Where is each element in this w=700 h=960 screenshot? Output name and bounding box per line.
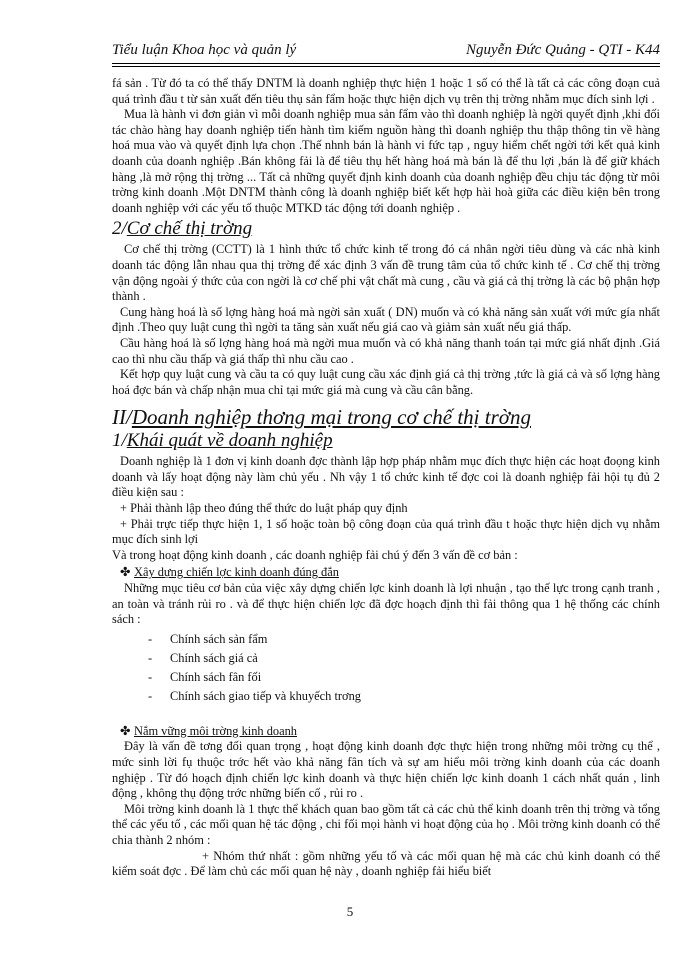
paragraph: Mua là hành vi đơn giản vì mỗi doanh nghiệp mua sản fẩm vào thì doanh nghiệp là ngời quyết định ,khi đối tác chào hàng hay doanh nghiệp tiến hành tìm kiếm nguồn hàng thì doanh nghiệp thu thập thông tin về hàng hoá mua vào và quyết định lựa chọn .Thế nhnh bán là hành vi fức tạp , nguy hiểm chết ngời tới kết quả kinh doanh của doanh nghiệp .Bán không fải là để tiêu thụ hết hàng hoá mà bán là để thu lợi ,bán là để giữ khách hàng ,là mở rộng thị trờng ... Tất cả những quyết định kinh doanh của doanh nghiệp đều chịu tác động từ môi trờng kinh doanh .Một DNTM thành công là doanh nghiệp biết kết hợp hài hoà giữa các điều kiện bên trong doanh nghiệp với các yếu tố thuộc MTKD tác động tới doanh nghiệp .	[112, 107, 660, 215]
paragraph: + Phải trực tiếp thực hiện 1, 1 số hoặc toàn bộ công đoạn của quá trình đầu t hoặc thực hiện dịch vụ nhằm mục đích sinh lợi	[112, 516, 660, 547]
paragraph: Cung hàng hoá là số lợng hàng hoá mà ngời sản xuất ( DN) muốn và có khả năng sản xuất với mức gía nhất định .Theo quy luật cung thì ngời ta tăng sản xuất nếu giá cao và giảm sản xuất nếu giá thấp.	[112, 304, 660, 335]
flower-bullet-icon: ✤	[120, 723, 131, 738]
list-item: - Chính sách fân fối	[148, 669, 262, 684]
spacer	[112, 708, 660, 722]
bullet-heading	[120, 724, 660, 740]
section-title: Cơ chế thị trờng	[126, 218, 253, 240]
chapter-heading	[112, 404, 660, 430]
list-item: - Chính sách giao tiếp và khuyếch trơng	[148, 688, 361, 703]
header-rule	[112, 63, 660, 64]
section-number: 2/	[112, 218, 127, 240]
chapter-number: II/	[112, 405, 132, 430]
paragraph: Kết hợp quy luật cung và cầu ta có quy luật cung cầu xác định giá cả thị trờng ,tức là giá cả và số lợng hàng hoá đợc bán và chấp nhận mua chỉ tại mức giá mà cung và cầu cân bằng.	[112, 367, 660, 397]
section-number: 1/	[112, 430, 127, 452]
paragraph: Cầu hàng hoá là số lợng hàng hoá mà ngời mua muốn và có khả năng thanh toán tại mức giá nhất định .Giá cao thì nhu cầu thấp và giá thấp thì nhu cầu cao .	[112, 335, 660, 366]
policy-list	[112, 630, 660, 706]
page-number: 5	[346, 904, 354, 919]
bullet-heading	[120, 565, 660, 581]
paragraph: Và trong hoạt động kinh doanh , các doanh nghiệp fải chú ý đến 3 vấn đề cơ bản :	[112, 547, 518, 562]
page-content	[112, 76, 660, 880]
list-item: - Chính sách sản fẩm	[148, 631, 268, 646]
paragraph: + Nhóm thứ nhất : gồm những yếu tố và các mối quan hệ mà các chủ kinh doanh có thể kiểm soát đợc . Để làm chủ các mối quan hệ này , doanh nghiệp fải hiểu biết	[112, 848, 660, 879]
flower-bullet-icon: ✤	[120, 565, 131, 580]
paragraph: + Phải thành lập theo đúng thể thức do luật pháp quy định	[120, 501, 408, 516]
section-heading	[112, 430, 660, 452]
chapter-title: Doanh nghiệp thơng mại trong cơ chế thị trờng	[131, 405, 531, 430]
section-title: Khái quát về doanh nghiệp	[126, 430, 333, 452]
paragraph: Đây là vấn đề tơng đối quan trọng , hoạt động kinh doanh đợc thực hiện trong những môi trờng cụ thể , mức sinh lời fụ thuộc trớc hết vào khả năng fân tích và sự am hiểu môi trờng kinh doanh của các doanh nghiệp . Từ đó hoạch định chiến lợc kinh doanh và thực hiện chiến lợc kinh doanh 1 cách nhất quán , linh động , không thụ động trớc những biến cố , rủi ro .	[112, 739, 660, 801]
header-rule-thin	[112, 66, 660, 67]
paragraph: Doanh nghiệp là 1 đơn vị kinh doanh đợc thành lập hợp pháp nhằm mục đích thực hiện các hoạt đoọng kinh doanh và lấy hoạt động này làm chủ yếu . Nh vậy 1 tổ chức kinh tế đợc coi là doanh nghiệp fải hội tụ đủ 2 điều kiện sau :	[112, 454, 660, 500]
bullet-title: Xây dựng chiến lợc kinh doanh đúng đắn	[134, 565, 339, 580]
bullet-title: Nắm vững môi trờng kinh doanh	[134, 723, 297, 738]
page-header	[112, 42, 660, 64]
paragraph: Những mục tiêu cơ bản của việc xây dựng chiến lợc kinh doanh là lợi nhuận , tạo thế lực trong cạnh tranh , an toàn và tránh rủi ro . và để thực hiện chiến lợc đã đợc hoạch định thì fải thông qua 1 hệ thống các chính sách :	[112, 581, 660, 627]
list-item: - Chính sách giá cả	[148, 650, 258, 665]
paragraph: Cơ chế thị trờng (CCTT) là 1 hình thức tổ chức kinh tế trong đó cá nhân ngời tiêu dùng và các nhà kinh doanh tác động lẫn nhau qua thị trờng để xác định 3 vấn đề trung tâm của tổ chức kinh tế . Cơ chế thị trờng vận động ngoài ý thức của con ngời là cơ chế phi vật chất mà cung , cầu và giá cả thị trờng là các bộ phận hợp thành .	[112, 242, 660, 304]
header-right: Nguyễn Đức Quảng - QTI - K44	[466, 42, 660, 58]
paragraph: fá sản . Từ đó ta có thể thấy DNTM là doanh nghiệp thực hiện 1 hoặc 1 số có thể là tất cả các công đoạn cuả quá trình đầu t từ sản xuất đến tiêu thụ sản fẩm hoặc thực hiện dịch vụ trên thị trờng nhằm mục đích sinh lợi .	[112, 76, 660, 106]
section-heading	[112, 218, 660, 240]
header-left: Tiểu luận Khoa học và quản lý	[112, 42, 297, 58]
paragraph: Môi trờng kinh doanh là 1 thực thể khách quan bao gồm tất cả các chủ thể kinh doanh trên thị trờng và tổng thể các yếu tố , các mối quan hệ tác động , chi fối mọi hành vi hoạt động của họ . Môi trờng kinh doanh có thể chia thành 2 nhóm :	[112, 801, 660, 847]
